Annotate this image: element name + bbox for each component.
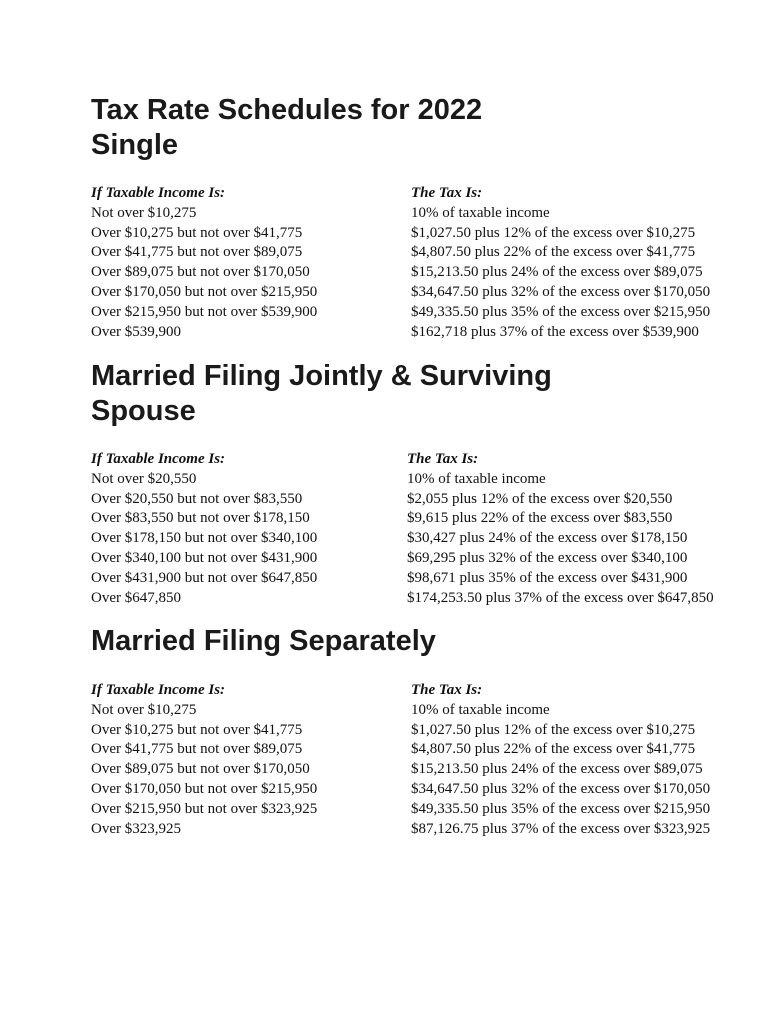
tax-cell: $15,213.50 plus 24% of the excess over $89,075: [411, 761, 703, 778]
tax-cell: $1,027.50 plus 12% of the excess over $10,275: [411, 721, 696, 738]
section-title: [91, 93, 591, 163]
income-cell: Not over $10,275: [91, 204, 197, 221]
table-row: [91, 263, 710, 283]
section-married-filing-separately: [91, 624, 710, 839]
tax-cell: $69,295 plus 32% of the excess over $340,100: [407, 549, 688, 566]
section-title: [91, 624, 591, 659]
table-row: [91, 800, 710, 820]
table-row: [91, 589, 714, 609]
income-column-header: If Taxable Income Is:: [91, 682, 226, 698]
table-row: [91, 721, 710, 741]
tax-cell: $174,253.50 plus 37% of the excess over $647,850: [407, 589, 714, 606]
title-line: Spouse: [91, 395, 196, 427]
title-line: Married Filing Separately: [91, 625, 436, 657]
income-cell: Over $539,900: [91, 323, 181, 340]
tax-cell: 10% of taxable income: [411, 701, 550, 718]
table-row: [91, 569, 714, 589]
table-row: [91, 490, 714, 510]
income-cell: Over $178,150 but not over $340,100: [91, 530, 318, 547]
tax-cell: 10% of taxable income: [407, 470, 546, 487]
income-cell: Not over $10,275: [91, 701, 197, 718]
income-cell: Over $170,050 but not over $215,950: [91, 780, 318, 797]
tax-cell: $98,671 plus 35% of the excess over $431,900: [407, 569, 688, 586]
tax-cell: $30,427 plus 24% of the excess over $178,150: [407, 530, 688, 547]
table-row: [91, 780, 710, 800]
income-cell: Over $340,100 but not over $431,900: [91, 549, 318, 566]
income-cell: Over $10,275 but not over $41,775: [91, 721, 303, 738]
tax-column-header: The Tax Is:: [411, 682, 483, 698]
table-row: [91, 529, 714, 549]
table-row: [91, 760, 710, 780]
title-line: Married Filing Jointly & Surviving: [91, 360, 552, 392]
tax-cell: $34,647.50 plus 32% of the excess over $170,050: [411, 283, 711, 300]
tax-cell: $2,055 plus 12% of the excess over $20,550: [407, 490, 673, 507]
table-header-row: [91, 450, 714, 470]
table-row: [91, 470, 714, 490]
tax-cell: $87,126.75 plus 37% of the excess over $323,925: [411, 820, 711, 837]
tax-cell: $9,615 plus 22% of the excess over $83,550: [407, 510, 673, 527]
income-column-header: If Taxable Income Is:: [91, 451, 226, 467]
tax-schedule-table: [91, 450, 714, 608]
table-row: [91, 283, 710, 303]
tax-cell: $162,718 plus 37% of the excess over $539,900: [411, 323, 699, 340]
table-row: [91, 701, 710, 721]
section-single: [91, 93, 710, 342]
tax-cell: $49,335.50 plus 35% of the excess over $215,950: [411, 303, 711, 320]
income-cell: Over $89,075 but not over $170,050: [91, 761, 310, 778]
title-line: Tax Rate Schedules for 2022: [91, 94, 483, 126]
table-row: [91, 204, 710, 224]
income-cell: Over $647,850: [91, 589, 181, 606]
tax-cell: $34,647.50 plus 32% of the excess over $170,050: [411, 780, 711, 797]
income-cell: Over $20,550 but not over $83,550: [91, 490, 303, 507]
table-row: [91, 224, 710, 244]
tax-cell: $1,027.50 plus 12% of the excess over $10,275: [411, 224, 696, 241]
table-row: [91, 820, 710, 840]
tax-cell: $4,807.50 plus 22% of the excess over $41,775: [411, 741, 696, 758]
table-row: [91, 323, 710, 343]
income-cell: Over $431,900 but not over $647,850: [91, 569, 318, 586]
table-row: [91, 243, 710, 263]
table-row: [91, 303, 710, 323]
income-cell: Over $323,925: [91, 820, 181, 837]
table-row: [91, 740, 710, 760]
income-cell: Over $83,550 but not over $178,150: [91, 510, 310, 527]
income-column-header: If Taxable Income Is:: [91, 185, 226, 201]
tax-cell: $15,213.50 plus 24% of the excess over $89,075: [411, 264, 703, 281]
tax-schedule-table: [91, 184, 710, 342]
title-line: Single: [91, 129, 179, 161]
table-row: [91, 549, 714, 569]
income-cell: Over $89,075 but not over $170,050: [91, 264, 310, 281]
table-header-row: [91, 681, 710, 701]
table-row: [91, 509, 714, 529]
tax-column-header: The Tax Is:: [411, 185, 483, 201]
income-cell: Over $215,950 but not over $323,925: [91, 800, 318, 817]
income-cell: Not over $20,550: [91, 470, 197, 487]
table-header-row: [91, 184, 710, 204]
income-cell: Over $170,050 but not over $215,950: [91, 283, 318, 300]
tax-cell: $4,807.50 plus 22% of the excess over $41,775: [411, 244, 696, 261]
tax-cell: $49,335.50 plus 35% of the excess over $215,950: [411, 800, 711, 817]
tax-column-header: The Tax Is:: [407, 451, 479, 467]
income-cell: Over $41,775 but not over $89,075: [91, 741, 303, 758]
section-title: [91, 359, 591, 429]
income-cell: Over $215,950 but not over $539,900: [91, 303, 318, 320]
tax-schedule-table: [91, 681, 710, 839]
tax-cell: 10% of taxable income: [411, 204, 550, 221]
section-married-filing-jointly: [91, 359, 714, 608]
income-cell: Over $41,775 but not over $89,075: [91, 244, 303, 261]
income-cell: Over $10,275 but not over $41,775: [91, 224, 303, 241]
